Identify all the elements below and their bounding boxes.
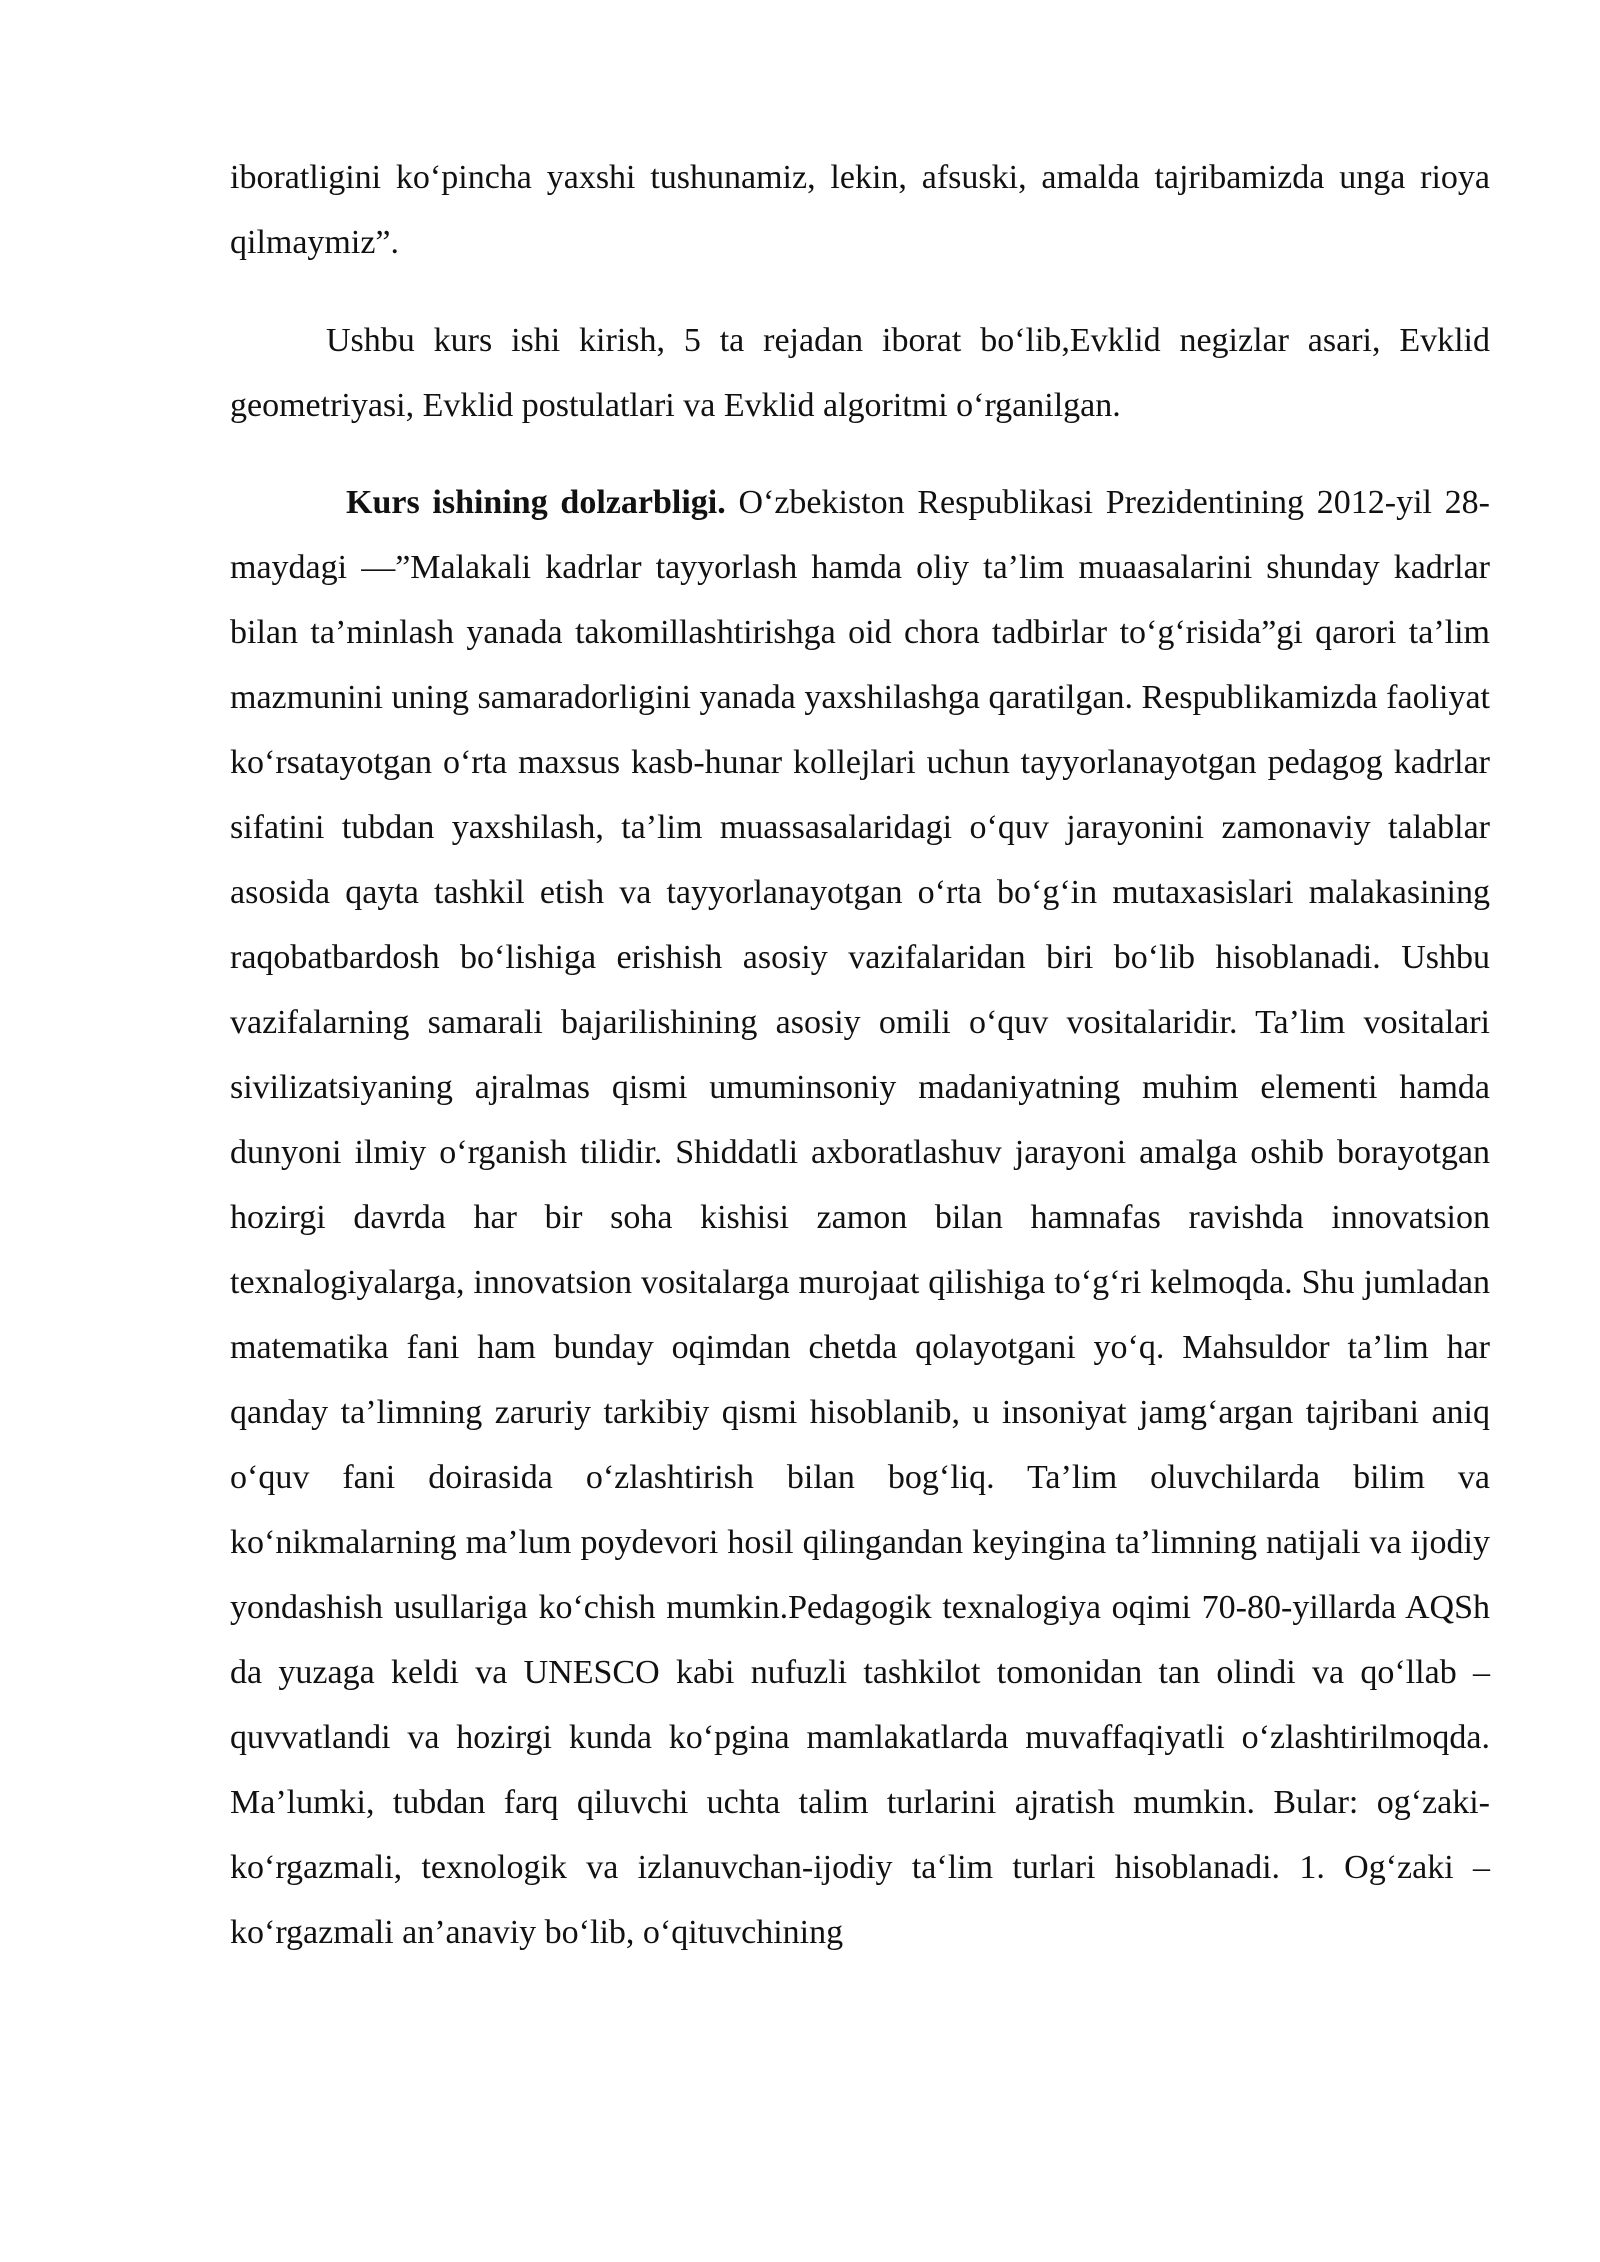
paragraph-course-overview	[230, 308, 1490, 438]
relevance-heading: Kurs ishining dolzarbligi.	[346, 484, 726, 521]
paragraph-course-overview-text: Ushbu kurs ishi kirish, 5 ta rejadan iborat bo‘lib,Evklid negizlar asari, Evklid geometriyasi, Evklid postulatlari va Evklid algoritmi o‘rganilgan.	[230, 322, 1490, 424]
relevance-body-text: O‘zbekiston Respublikasi Prezidentining 2012-yil 28-maydagi ―”Malakali kadrlar tayyorlash hamda oliy ta’lim muaasalarini shunday kadrlar bilan ta’minlash yanada takomillashtirishga oid chora tadbirlar to‘g‘risida”gi qarori ta’lim mazmunini uning samaradorligini yanada yaxshilashga qaratilgan. Respublikamizda faoliyat ko‘rsatayotgan o‘rta maxsus kasb-hunar kollejlari uchun tayyorlanayotgan pedagog kadrlar sifatini tubdan yaxshilash, ta’lim muassasalaridagi o‘quv jarayonini zamonaviy talablar asosida qayta tashkil etish va tayyorlanayotgan o‘rta bo‘g‘in mutaxasislari malakasining raqobatbardosh bo‘lishiga erishish asosiy vazifalaridan biri bo‘lib hisoblanadi. Ushbu vazifalarning samarali bajarilishining asosiy omili o‘quv vositalaridir. Ta’lim vositalari sivilizatsiyaning ajralmas qismi umuminsoniy madaniyatning muhim elementi hamda dunyoni ilmiy o‘rganish tilidir. Shiddatli axboratlashuv jarayoni amalga oshib borayotgan hozirgi davrda har bir soha kishisi zamon bilan hamnafas ravishda innovatsion texnalogiyalarga, innovatsion vositalarga murojaat qilishiga to‘g‘ri kelmoqda. Shu jumladan matematika fani ham bunday oqimdan chetda qolayotgani yo‘q. Mahsuldor ta’lim har qanday ta’limning zaruriy tarkibiy qismi hisoblanib, u insoniyat jamg‘argan tajribani aniq o‘quv fani doirasida o‘zlashtirish bilan bog‘liq. Ta’lim oluvchilarda bilim va ko‘nikmalarning ma’lum poydevori hosil qilingandan keyingina ta’limning natijali va ijodiy yondashish usullariga ko‘chish mumkin.Pedagogik texnalogiya oqimi 70-80-yillarda AQSh da yuzaga keldi va UNESCO kabi nufuzli tashkilot tomonidan tan olindi va qo‘llab – quvvatlandi va hozirgi kunda ko‘pgina mamlakatlarda muvaffaqiyatli o‘zlashtirilmoqda. Ma’lumki, tubdan farq qiluvchi uchta talim turlarini ajratish mumkin. Bular: og‘zaki- ko‘rgazmali, texnologik va izlanuvchan-ijodiy ta‘lim turlari hisoblanadi. 1. Og‘zaki – ko‘rgazmali an’anaviy bo‘lib, o‘qituvchining	[230, 484, 1491, 1951]
paragraph-relevance	[230, 470, 1490, 1965]
paragraph-continuation: iboratligini ko‘pincha yaxshi tushunamiz, lekin, afsuski, amalda tajribamizda unga rioya qilmaymiz”.	[230, 159, 1490, 261]
